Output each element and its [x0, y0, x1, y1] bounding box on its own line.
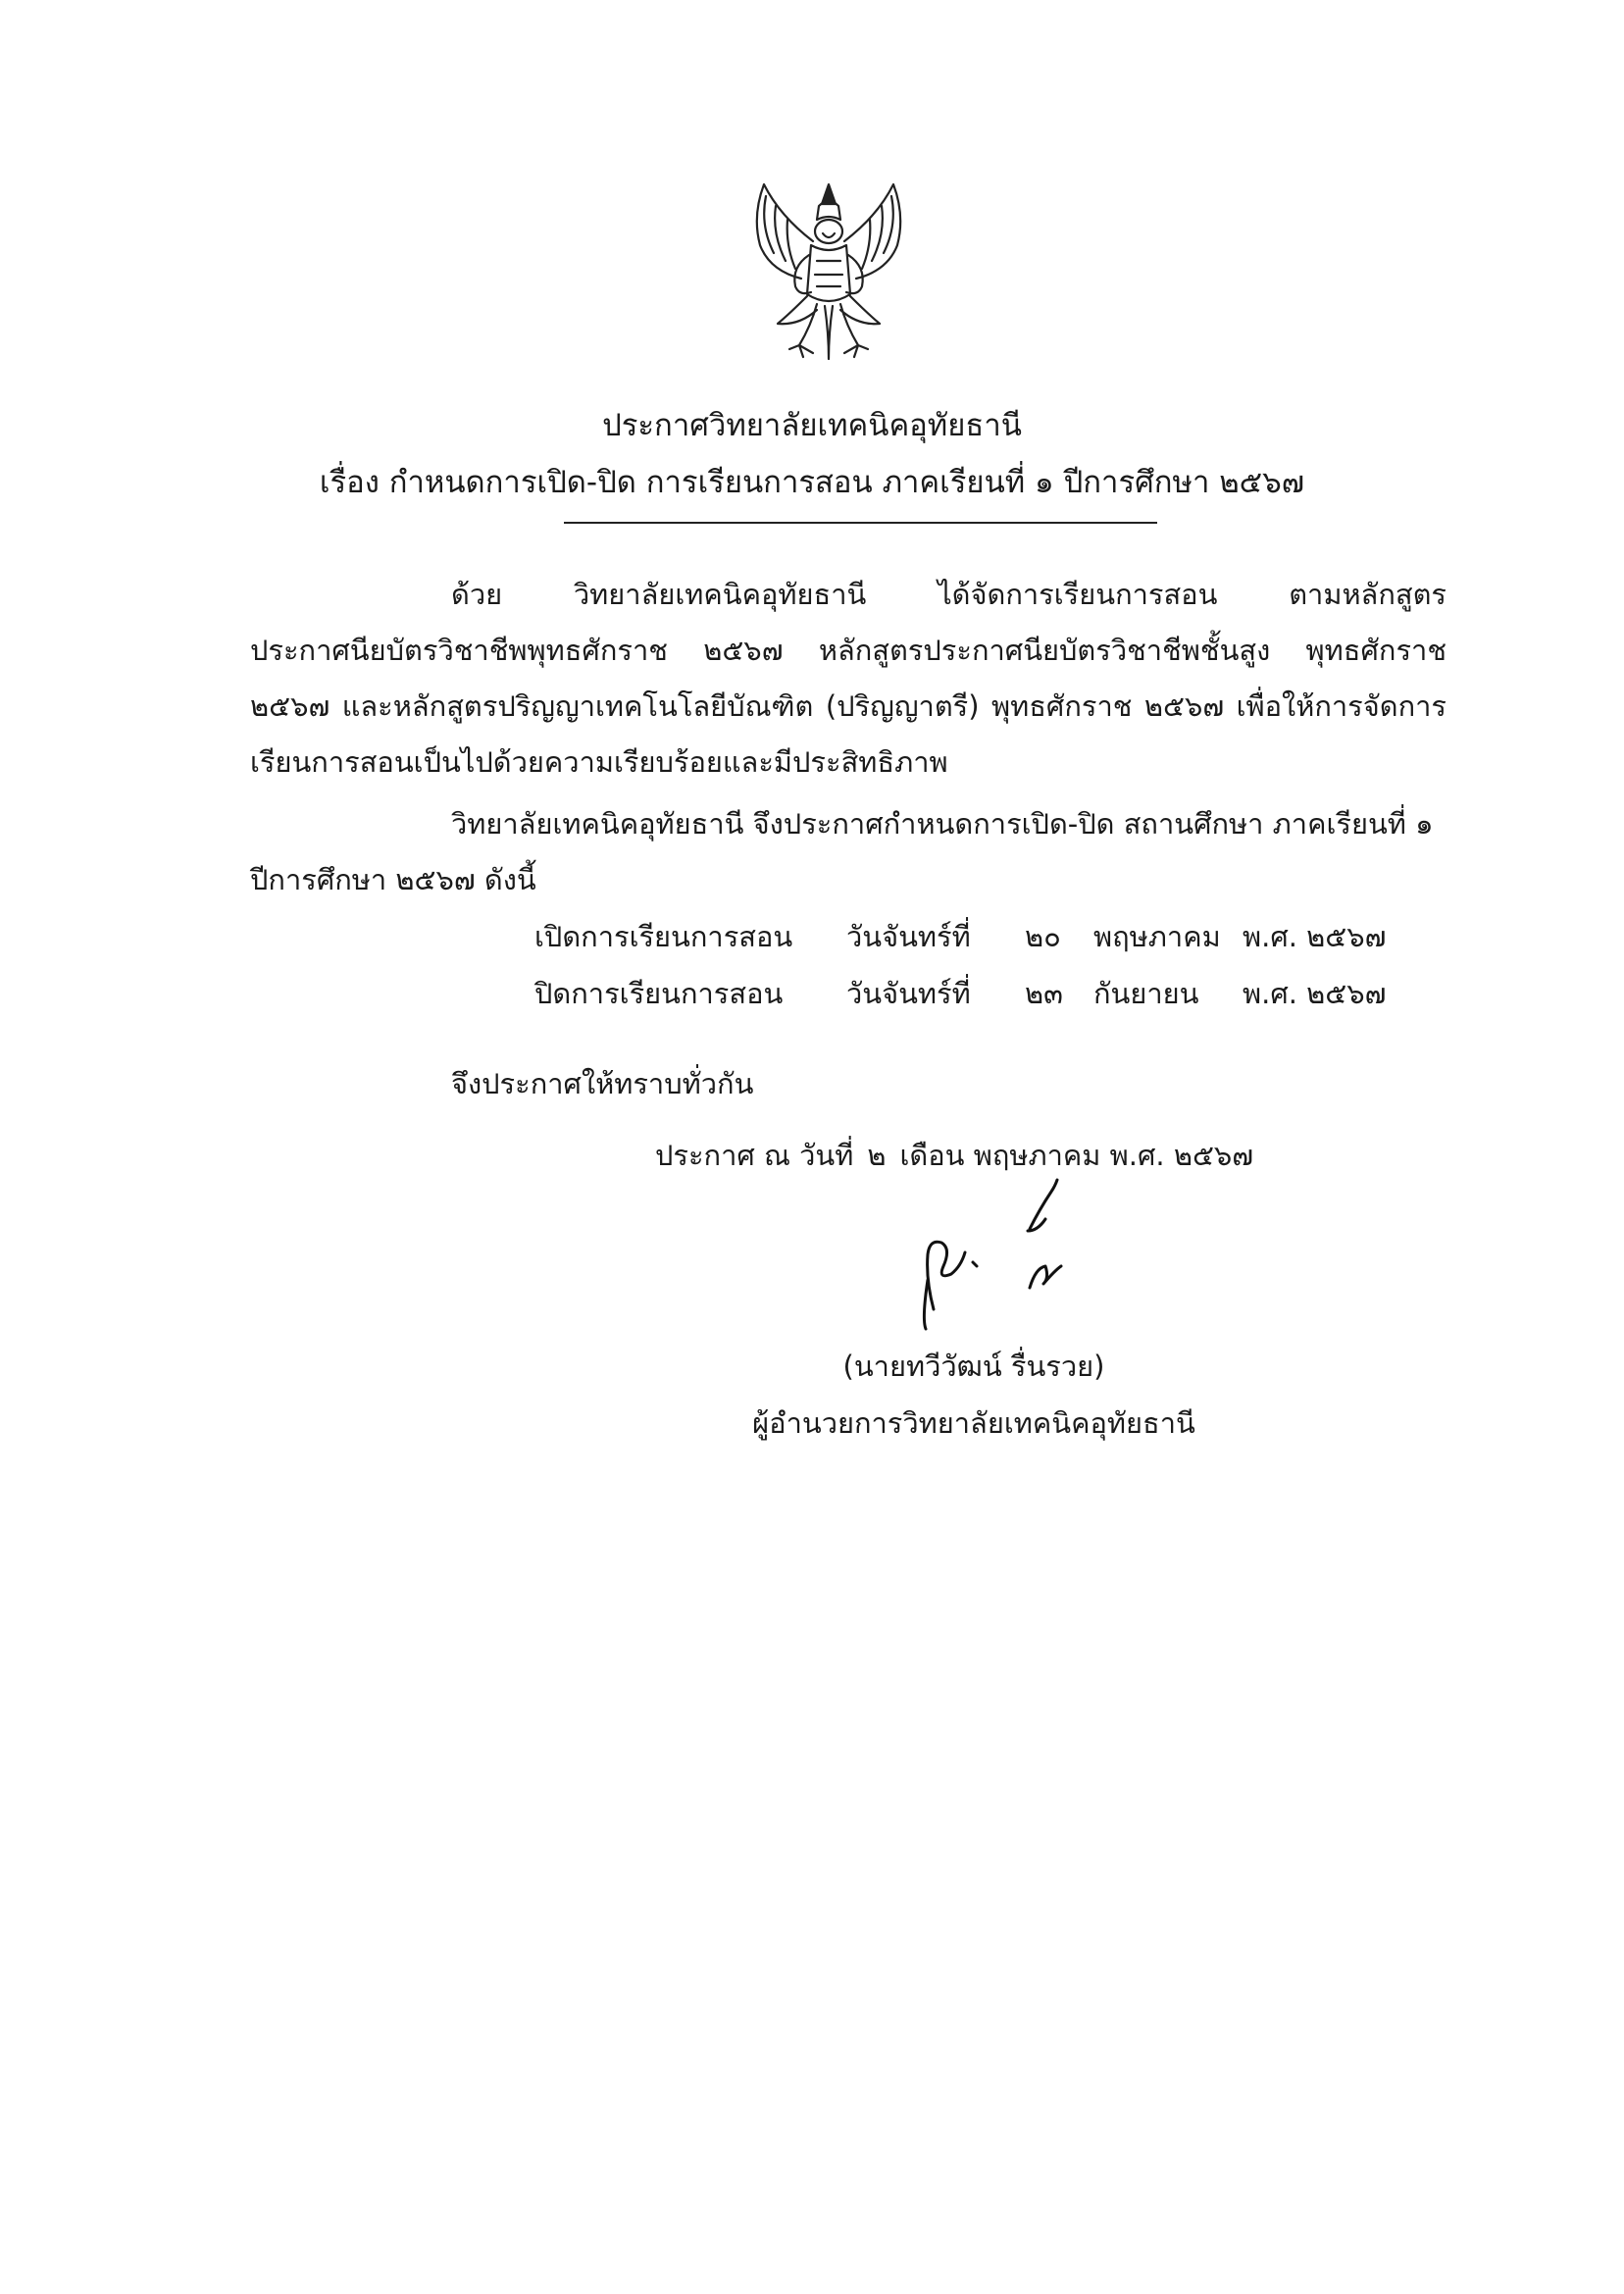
schedule-day: ๒๓ [1025, 977, 1063, 1010]
announcement-subject: เรื่อง กำหนดการเปิด-ปิด การเรียนการสอน ภาคเรียนที่ ๑ ปีการศึกษา ๒๕๖๗ [319, 465, 1305, 500]
garuda-emblem-icon [731, 177, 927, 373]
signatory-name: (นายทวีวัฒน์ รื่นรวย) [842, 1350, 1105, 1383]
schedule-weekday: วันจันทร์ที่ [846, 920, 971, 953]
schedule-label: ปิดการเรียนการสอน [534, 977, 784, 1010]
body-paragraph-2: วิทยาลัยเทคนิคอุทัยธานี จึงประกาศกำหนดการเปิด-ปิด สถานศึกษา ภาคเรียนที่ ๑ ปีการศึกษา ๒๕๖๗ ดังนี้ [250, 807, 1434, 896]
closing-line: จึงประกาศให้ทราบทั่วกัน [451, 1067, 754, 1100]
handwritten-signature-icon [883, 1172, 1138, 1339]
schedule-label: เปิดการเรียนการสอน [534, 920, 793, 953]
announcement-title: ประกาศวิทยาลัยเทคนิคอุทัยธานี [602, 408, 1022, 443]
dateline-prefix: ประกาศ ณ วันที่ [655, 1139, 854, 1172]
schedule-year: พ.ศ. ๒๕๖๗ [1243, 920, 1387, 953]
signatory-position: ผู้อำนวยการวิทยาลัยเทคนิคอุทัยธานี [752, 1406, 1195, 1440]
schedule-weekday: วันจันทร์ที่ [846, 977, 971, 1010]
schedule-month: กันยายน [1093, 977, 1199, 1010]
schedule-day: ๒๐ [1025, 920, 1061, 953]
schedule-month: พฤษภาคม [1093, 920, 1221, 953]
dateline-month: เดือน พฤษภาคม พ.ศ. ๒๕๖๗ [899, 1139, 1254, 1172]
title-divider [564, 522, 1157, 524]
schedule-year: พ.ศ. ๒๕๖๗ [1243, 977, 1387, 1010]
dateline-day: ๒ [867, 1139, 887, 1172]
body-paragraph-1: ด้วย วิทยาลัยเทคนิคอุทัยธานี ได้จัดการเรียนการสอน ตามหลักสูตรประกาศนียบัตรวิชาชีพพุทธศักราช ๒๕๖๗ หลักสูตรประกาศนียบัตรวิชาชีพชั้นสูง พุทธศักราช ๒๕๖๗ และหลักสูตรปริญญาเทคโนโลยีบัณฑิต (ปริญญาตรี) พุทธศักราช ๒๕๖๗ เพื่อให้การจัดการเรียนการสอนเป็นไปด้วยความเรียบร้อยและมีประสิทธิภาพ [250, 578, 1446, 779]
